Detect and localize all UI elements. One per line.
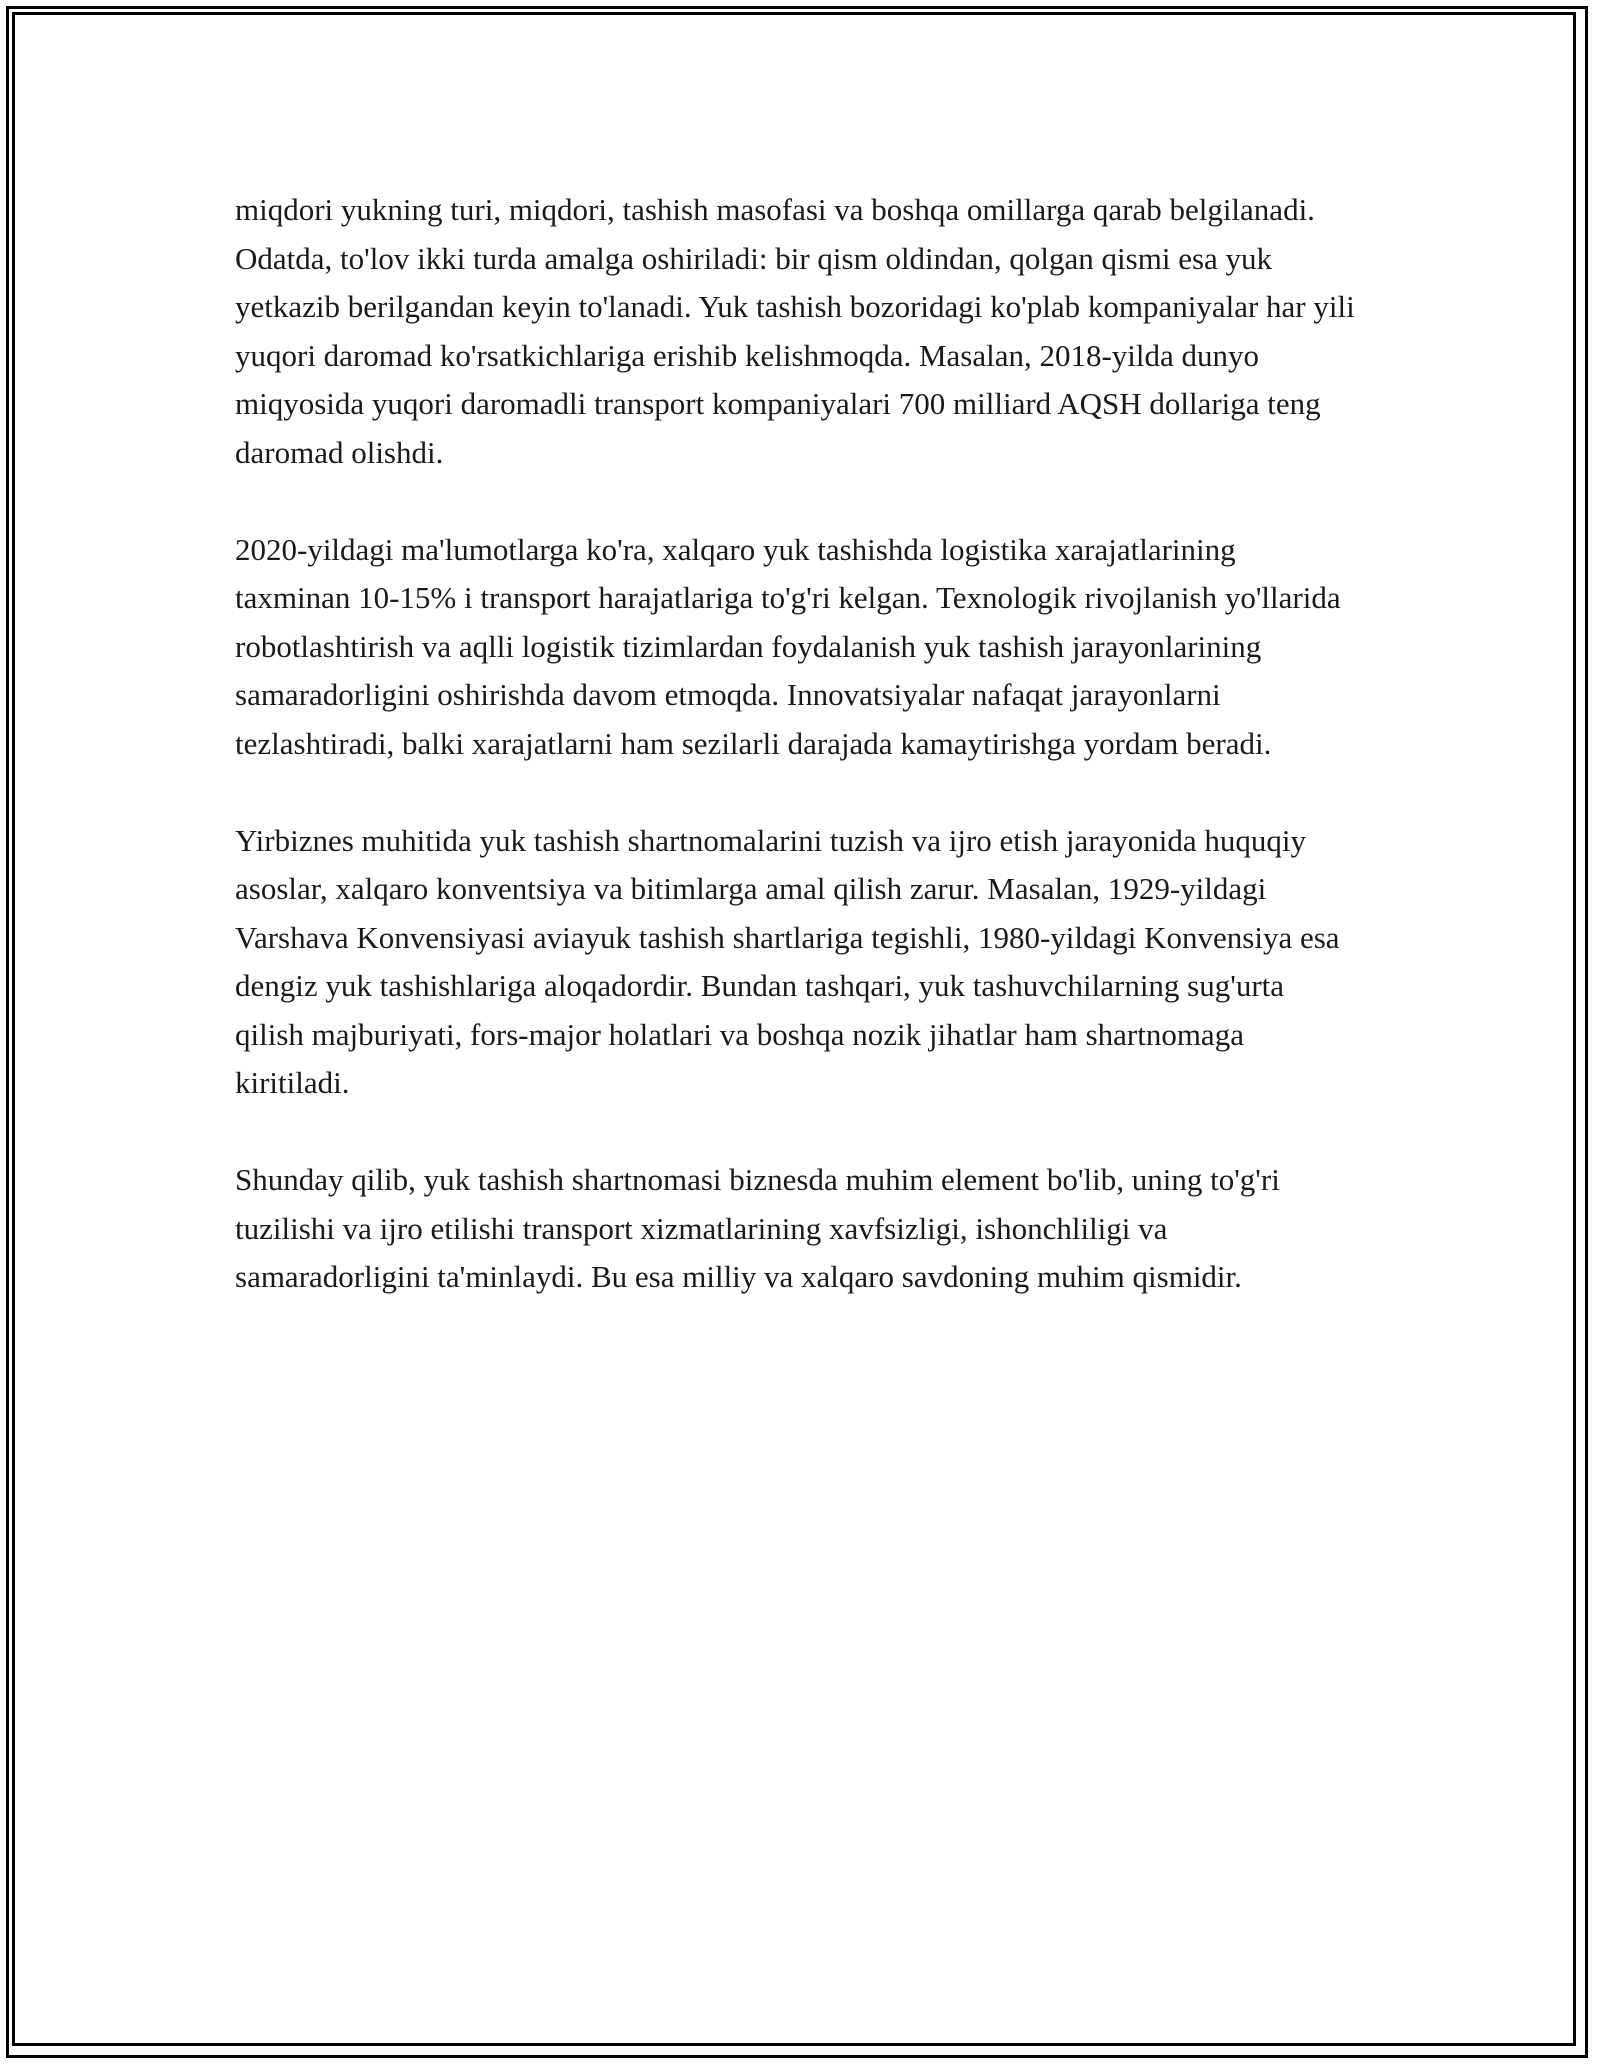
paragraph-3: Yirbiznes muhitida yuk tashish shartnomalarini tuzish va ijro etish jarayonida huquqiy asoslar, xalqaro konventsiya va bitimlarga amal qilish zarur. Masalan, 1929-yildagi Varshava Konvensiyasi aviayuk tashish shartlariga tegishli, 1980-yildagi Konvensiya esa dengiz yuk tashishlariga aloqadordir. Bundan tashqari, yuk tashuvchilarning sug'urta qilish majburiyati, fors-major holatlari va boshqa nozik jihatlar ham shartnomaga kiritiladi.	[235, 822, 1340, 1100]
document-body	[235, 186, 1355, 1350]
paragraph-2: 2020-yildagi ma'lumotlarga ko'ra, xalqaro yuk tashishda logistika xarajatlarining taxminan 10-15% i transport harajatlariga to'g'ri kelgan. Texnologik rivojlanish yo'llarida robotlashtirish va aqlli logistik tizimlardan foydalanish yuk tashish jarayonlarining samaradorligini oshirishda davom etmoqda. Innovatsiyalar nafaqat jarayonlarni tezlashtiradi, balki xarajatlarni ham sezilarli darajada kamaytirishga yordam beradi.	[235, 531, 1341, 761]
paragraph-4: Shunday qilib, yuk tashish shartnomasi biznesda muhim element bo'lib, uning to'g'ri tuzilishi va ijro etilishi transport xizmatlarining xavfsizligi, ishonchliligi va samaradorligini ta'minlaydi. Bu esa milliy va xalqaro savdoning muhim qismidir.	[235, 1162, 1280, 1294]
paragraph-1: miqdori yukning turi, miqdori, tashish masofasi va boshqa omillarga qarab belgilanadi. Odatda, to'lov ikki turda amalga oshiriladi: bir qism oldindan, qolgan qismi esa yuk yetkazib berilgandan keyin to'lanadi. Yuk tashish bozoridagi ko'plab kompaniyalar har yili yuqori daromad ko'rsatkichlariga erishib kelishmoqda. Masalan, 2018-yilda dunyo miqyosida yuqori daromadli transport kompaniyalari 700 milliard AQSH dollariga teng daromad olishdi.	[235, 192, 1355, 470]
